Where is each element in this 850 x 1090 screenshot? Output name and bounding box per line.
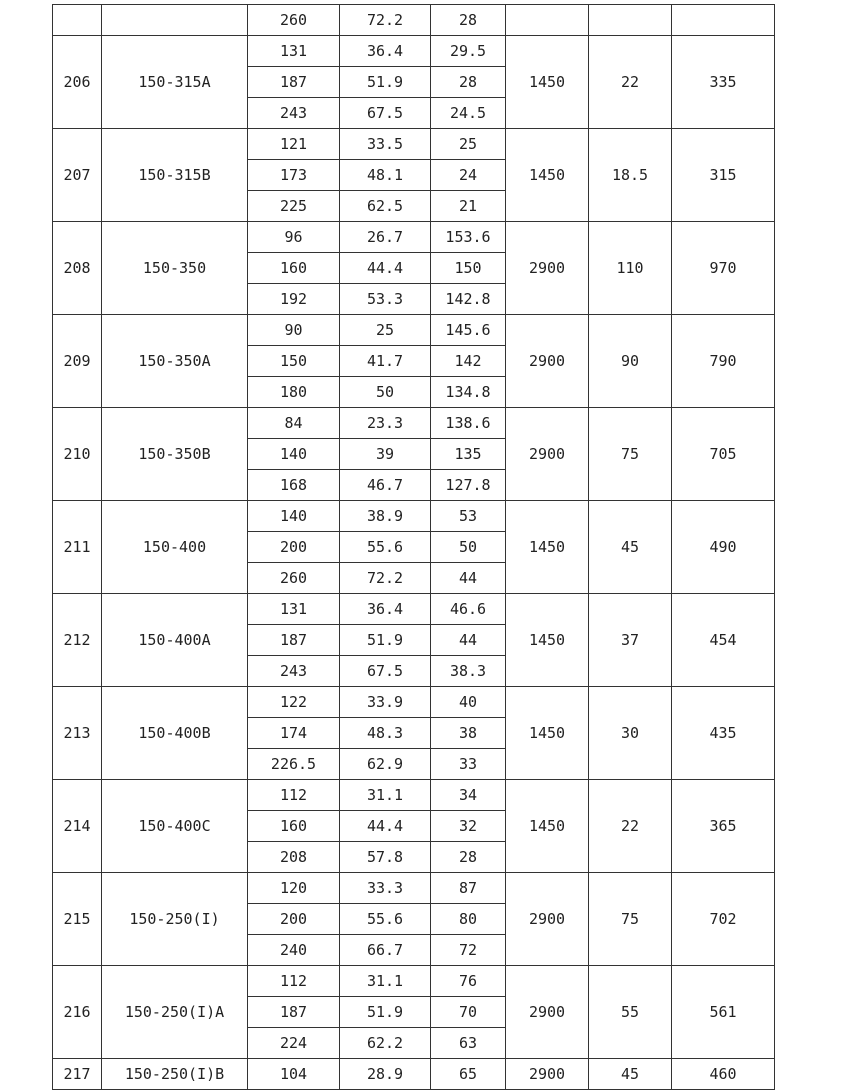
table-cell: 187 [248, 997, 340, 1028]
table-cell: 243 [248, 98, 340, 129]
table-cell: 200 [248, 904, 340, 935]
table-cell: 25 [431, 129, 506, 160]
table-cell: 36.4 [340, 594, 431, 625]
table-cell: 34 [431, 780, 506, 811]
weight-cell: 365 [672, 780, 775, 873]
power-cell: 30 [589, 687, 672, 780]
table-row [53, 129, 775, 160]
table-cell: 240 [248, 935, 340, 966]
model-cell: 150-315A [102, 36, 248, 129]
table-cell: 51.9 [340, 997, 431, 1028]
power-cell: 45 [589, 501, 672, 594]
speed-cell: 2900 [506, 966, 589, 1059]
serial-number-cell: 206 [53, 36, 102, 129]
model-cell: 150-250(I)A [102, 966, 248, 1059]
table-cell: 48.3 [340, 718, 431, 749]
table-cell: 33 [431, 749, 506, 780]
weight-cell: 790 [672, 315, 775, 408]
table-row [53, 780, 775, 811]
table-cell: 50 [340, 377, 431, 408]
table-cell: 48.1 [340, 160, 431, 191]
table-cell: 160 [248, 253, 340, 284]
table-cell: 140 [248, 439, 340, 470]
serial-number-cell: 213 [53, 687, 102, 780]
table-cell: 260 [248, 5, 340, 36]
table-cell: 112 [248, 780, 340, 811]
table-row [53, 687, 775, 718]
table-cell: 180 [248, 377, 340, 408]
table-cell: 187 [248, 67, 340, 98]
table-cell: 140 [248, 501, 340, 532]
table-cell: 25 [340, 315, 431, 346]
table-cell: 173 [248, 160, 340, 191]
power-cell: 55 [589, 966, 672, 1059]
table-cell: 23.3 [340, 408, 431, 439]
table-cell: 90 [248, 315, 340, 346]
speed-cell: 1450 [506, 501, 589, 594]
speed-cell: 2900 [506, 222, 589, 315]
table-cell: 21 [431, 191, 506, 222]
table-cell: 45 [589, 1059, 672, 1090]
table-cell: 104 [248, 1059, 340, 1090]
table-cell: 28 [431, 842, 506, 873]
table-cell: 62.2 [340, 1028, 431, 1059]
table-cell: 62.9 [340, 749, 431, 780]
table-cell: 84 [248, 408, 340, 439]
table-cell: 150 [431, 253, 506, 284]
table-cell: 65 [431, 1059, 506, 1090]
table-cell: 66.7 [340, 935, 431, 966]
table-cell: 55.6 [340, 904, 431, 935]
table-cell: 87 [431, 873, 506, 904]
table-cell: 33.3 [340, 873, 431, 904]
power-cell: 37 [589, 594, 672, 687]
table-cell: 217 [53, 1059, 102, 1090]
table-cell: 38.9 [340, 501, 431, 532]
table-cell: 150-250(I)B [102, 1059, 248, 1090]
table-cell: 46.6 [431, 594, 506, 625]
table-cell: 121 [248, 129, 340, 160]
speed-cell: 2900 [506, 315, 589, 408]
table-row [53, 36, 775, 67]
table-cell: 135 [431, 439, 506, 470]
table-cell: 192 [248, 284, 340, 315]
power-cell: 22 [589, 36, 672, 129]
table-cell: 187 [248, 625, 340, 656]
table-cell: 44.4 [340, 253, 431, 284]
table-cell: 120 [248, 873, 340, 904]
table-cell: 63 [431, 1028, 506, 1059]
table-cell: 44 [431, 563, 506, 594]
table-cell: 96 [248, 222, 340, 253]
model-cell: 150-250(I) [102, 873, 248, 966]
table-cell: 142 [431, 346, 506, 377]
table-cell: 46.7 [340, 470, 431, 501]
table-cell: 142.8 [431, 284, 506, 315]
table-row [53, 501, 775, 532]
speed-cell: 1450 [506, 36, 589, 129]
table-row [53, 315, 775, 346]
table-cell: 200 [248, 532, 340, 563]
model-cell: 150-350 [102, 222, 248, 315]
speed-cell: 1450 [506, 594, 589, 687]
table-cell [672, 5, 775, 36]
table-cell: 243 [248, 656, 340, 687]
serial-number-cell: 214 [53, 780, 102, 873]
table-cell: 33.5 [340, 129, 431, 160]
table-cell: 67.5 [340, 98, 431, 129]
table-cell: 62.5 [340, 191, 431, 222]
table-cell: 145.6 [431, 315, 506, 346]
table-cell: 40 [431, 687, 506, 718]
table-cell: 80 [431, 904, 506, 935]
weight-cell: 702 [672, 873, 775, 966]
table-cell: 460 [672, 1059, 775, 1090]
table-cell: 41.7 [340, 346, 431, 377]
table-cell: 76 [431, 966, 506, 997]
table-cell: 174 [248, 718, 340, 749]
table-cell: 260 [248, 563, 340, 594]
speed-cell: 1450 [506, 780, 589, 873]
table-cell: 24 [431, 160, 506, 191]
table-cell: 225 [248, 191, 340, 222]
table-cell: 32 [431, 811, 506, 842]
table-cell: 51.9 [340, 625, 431, 656]
table-cell: 72.2 [340, 563, 431, 594]
serial-number-cell: 209 [53, 315, 102, 408]
table-cell: 55.6 [340, 532, 431, 563]
table-cell: 2900 [506, 1059, 589, 1090]
table-cell [506, 5, 589, 36]
speed-cell: 2900 [506, 408, 589, 501]
table-cell: 168 [248, 470, 340, 501]
model-cell: 150-400B [102, 687, 248, 780]
model-cell: 150-400A [102, 594, 248, 687]
table-cell [102, 5, 248, 36]
table-cell: 127.8 [431, 470, 506, 501]
table-row [53, 873, 775, 904]
table-cell: 44.4 [340, 811, 431, 842]
speed-cell: 1450 [506, 687, 589, 780]
power-cell: 18.5 [589, 129, 672, 222]
table-cell: 31.1 [340, 780, 431, 811]
table-row [53, 222, 775, 253]
model-cell: 150-400 [102, 501, 248, 594]
table-cell: 150 [248, 346, 340, 377]
weight-cell: 335 [672, 36, 775, 129]
table-cell: 57.8 [340, 842, 431, 873]
table-cell: 226.5 [248, 749, 340, 780]
power-cell: 90 [589, 315, 672, 408]
serial-number-cell: 216 [53, 966, 102, 1059]
table-cell: 153.6 [431, 222, 506, 253]
serial-number-cell: 210 [53, 408, 102, 501]
table-cell: 28 [431, 67, 506, 98]
table-cell: 131 [248, 36, 340, 67]
table-cell: 38.3 [431, 656, 506, 687]
table-cell: 131 [248, 594, 340, 625]
serial-number-cell: 208 [53, 222, 102, 315]
table-cell: 72.2 [340, 5, 431, 36]
table-cell: 39 [340, 439, 431, 470]
table-cell: 134.8 [431, 377, 506, 408]
table-row [53, 594, 775, 625]
table-cell: 26.7 [340, 222, 431, 253]
weight-cell: 454 [672, 594, 775, 687]
serial-number-cell: 215 [53, 873, 102, 966]
table-cell: 50 [431, 532, 506, 563]
power-cell: 110 [589, 222, 672, 315]
power-cell: 75 [589, 873, 672, 966]
table-cell [53, 5, 102, 36]
weight-cell: 490 [672, 501, 775, 594]
table-row [53, 408, 775, 439]
table-cell [589, 5, 672, 36]
table-cell: 31.1 [340, 966, 431, 997]
table-cell: 208 [248, 842, 340, 873]
weight-cell: 561 [672, 966, 775, 1059]
table-cell: 33.9 [340, 687, 431, 718]
table-cell: 224 [248, 1028, 340, 1059]
table-cell: 70 [431, 997, 506, 1028]
table-cell: 72 [431, 935, 506, 966]
serial-number-cell: 207 [53, 129, 102, 222]
table-cell: 51.9 [340, 67, 431, 98]
table-cell: 36.4 [340, 36, 431, 67]
table-cell: 28.9 [340, 1059, 431, 1090]
model-cell: 150-350B [102, 408, 248, 501]
serial-number-cell: 212 [53, 594, 102, 687]
power-cell: 22 [589, 780, 672, 873]
table-cell: 29.5 [431, 36, 506, 67]
model-cell: 150-350A [102, 315, 248, 408]
table-cell: 24.5 [431, 98, 506, 129]
weight-cell: 315 [672, 129, 775, 222]
speed-cell: 2900 [506, 873, 589, 966]
pump-spec-table [52, 4, 775, 1090]
table-cell: 122 [248, 687, 340, 718]
table-cell: 67.5 [340, 656, 431, 687]
model-cell: 150-315B [102, 129, 248, 222]
serial-number-cell: 211 [53, 501, 102, 594]
table-row [53, 1059, 775, 1090]
power-cell: 75 [589, 408, 672, 501]
weight-cell: 435 [672, 687, 775, 780]
table-cell: 138.6 [431, 408, 506, 439]
table-row [53, 966, 775, 997]
table-cell: 160 [248, 811, 340, 842]
table-cell: 28 [431, 5, 506, 36]
table-cell: 44 [431, 625, 506, 656]
weight-cell: 970 [672, 222, 775, 315]
weight-cell: 705 [672, 408, 775, 501]
table-cell: 53 [431, 501, 506, 532]
model-cell: 150-400C [102, 780, 248, 873]
table-cell: 53.3 [340, 284, 431, 315]
speed-cell: 1450 [506, 129, 589, 222]
table-row [53, 5, 775, 36]
table-cell: 38 [431, 718, 506, 749]
table-cell: 112 [248, 966, 340, 997]
